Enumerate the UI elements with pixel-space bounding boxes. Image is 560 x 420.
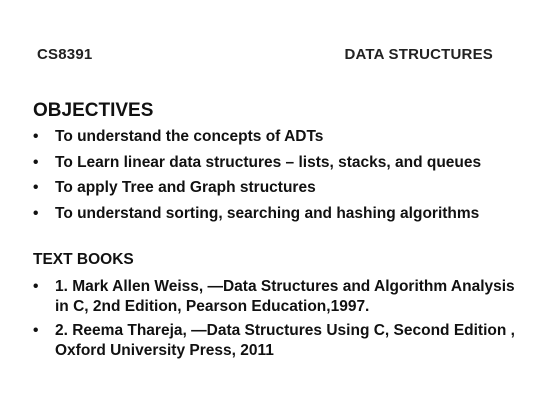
objective-item (33, 127, 553, 153)
slide-header (37, 46, 493, 68)
textbooks-list (33, 277, 553, 365)
textbook-line: in C, 2nd Edition, Pearson Education,1997. (55, 298, 370, 315)
textbook-line: 2. Reema Thareja, —Data Structures Using C, Second Edition , (55, 322, 515, 339)
objectives-heading: OBJECTIVES (33, 100, 154, 121)
objective-text: To apply Tree and Graph structures (55, 179, 316, 196)
objective-text: To understand sorting, searching and hashing algorithms (55, 204, 480, 222)
bullet-icon: • (33, 204, 39, 222)
course-code: CS8391 (37, 46, 93, 63)
objective-item (33, 153, 553, 179)
objective-text: To Learn linear data structures – lists, stacks, and queues (55, 153, 482, 171)
textbook-item (33, 277, 553, 317)
bullet-icon: • (33, 278, 39, 295)
objectives-list (33, 127, 553, 229)
course-title: DATA STRUCTURES (344, 46, 493, 63)
textbook-line: 1. Mark Allen Weiss, —Data Structures and Algorithm Analysis (55, 278, 515, 295)
textbook-line: Oxford University Press, 2011 (55, 342, 274, 359)
textbook-item (33, 321, 553, 361)
objective-item (33, 204, 553, 230)
bullet-icon: • (33, 179, 39, 196)
bullet-icon: • (33, 128, 39, 145)
objective-text: To understand the concepts of ADTs (55, 128, 324, 145)
bullet-icon: • (33, 153, 39, 171)
textbooks-heading: TEXT BOOKS (33, 251, 134, 268)
objective-item (33, 178, 553, 204)
bullet-icon: • (33, 322, 39, 339)
